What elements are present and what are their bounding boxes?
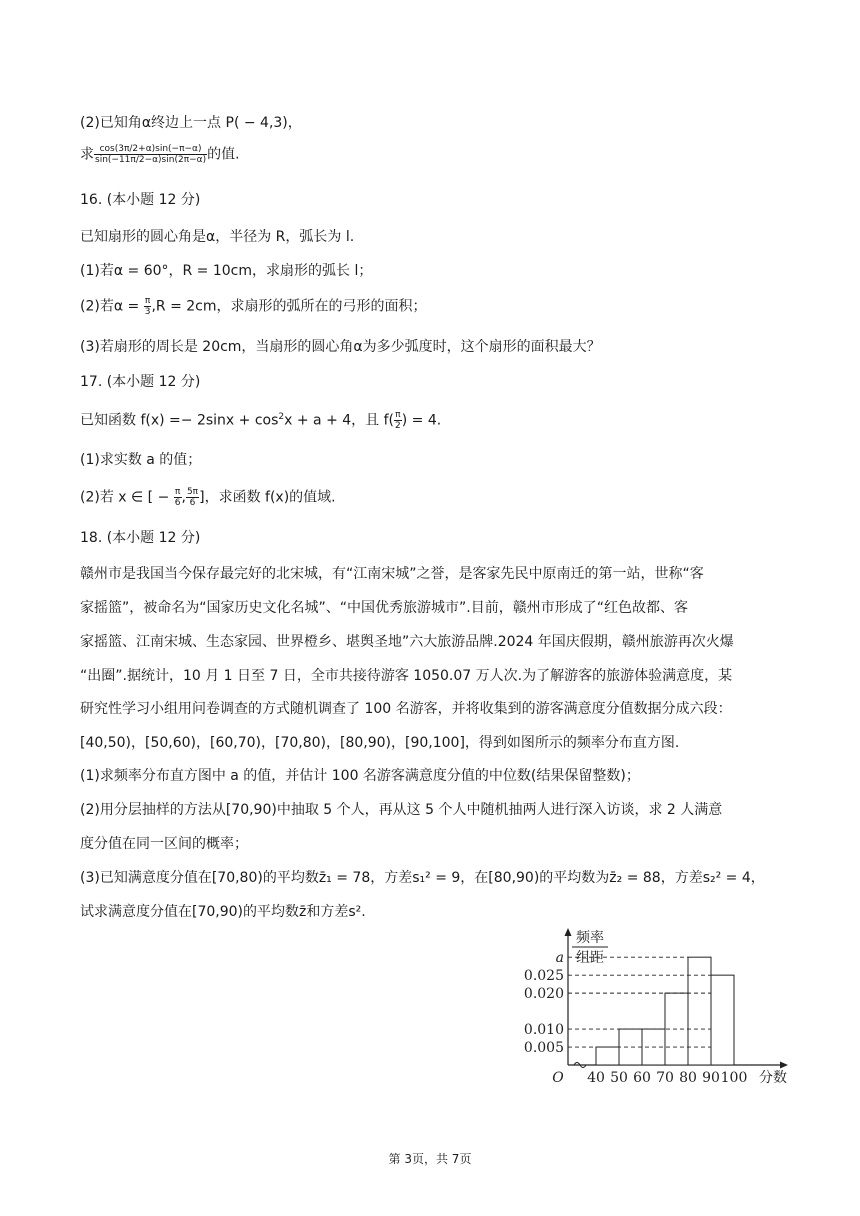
p17-q2-f1-den: 6 (174, 498, 181, 508)
y-tick-label: 0.020 (523, 986, 564, 1003)
p18-q2-line2: 度分值在同一区间的概率； (80, 836, 248, 852)
p17-intro (80, 407, 441, 431)
p18-line-4: “出圈”.据统计，10 月 1 日至 7 日，全市共接待游客 1050.07 万人次.为了解游客的旅游体验满意度，某 (80, 668, 733, 684)
page-footer: 第 3页，共 7页 (388, 1152, 472, 1166)
p17-q2-f1-num: π (174, 487, 181, 497)
p17-header: 17. (本小题 12 分) (80, 374, 201, 390)
p18-line-2: 家摇篮”，被命名为“国家历史文化名城”、“中国优秀旅游城市”.目前，赣州市形成了“红色故都、客 (80, 600, 688, 616)
x-axis-arrow (780, 1062, 788, 1069)
y-tick-label: 0.010 (523, 1022, 564, 1039)
p17-intro-fraction (394, 410, 402, 431)
p17-q1: (1)求实数 a 的值； (80, 452, 202, 468)
p17-q2-f2-den: 6 (189, 498, 196, 508)
y-tick-label: 0.005 (523, 1040, 564, 1057)
p17-q2-f2-num: 5π (186, 487, 199, 497)
p17-frac-den: 2 (395, 421, 401, 432)
p16-header: 16. (本小题 12 分) (80, 192, 201, 208)
x-tick-label: 60 (633, 1070, 651, 1086)
p17-q2-fraction-2 (186, 487, 199, 508)
y-label-top: 频率 (576, 930, 604, 946)
p18-line-5: 研究性学习小组用问卷调查的方式随机调查了 100 名游客，并将收集到的游客满意度分值数据分成六段： (80, 701, 732, 717)
origin-label: O (552, 1070, 564, 1086)
p17-q2-a: (2)若 x ∈ [ − (80, 489, 170, 506)
p17-q2-mid: , (181, 489, 186, 506)
p17-q2 (80, 487, 336, 508)
x-tick-label: 50 (610, 1070, 628, 1086)
p18-line-6: [40,50)，[50,60)，[60,70)，[70,80)，[80,90)，[90,100]，得到如图所示的频率分布直方图. (80, 735, 680, 751)
frequency-histogram (510, 920, 800, 1100)
histogram-bar (596, 1047, 619, 1065)
p17-intro-sup: 2 (278, 412, 285, 422)
p15-lead: 求 (80, 146, 94, 163)
p16-q3: (3)若扇形的周长是 20cm，当扇形的圆心角α为多少弧度时，这个扇形的面积最大？ (80, 339, 601, 355)
p18-line-1: 赣州市是我国当今保存最完好的北宋城，有“江南宋城”之誉，是客家先民中原南迁的第一站，世称“客 (80, 566, 704, 582)
p15-frac-den: sin(−11π/2−α)sin(2π−α) (95, 155, 207, 165)
p17-frac-num: π (395, 410, 401, 421)
p16-q2-frac-den: 3 (144, 307, 151, 317)
p15-part2-expression (80, 144, 240, 165)
p16-q1: (1)若α = 60°，R = 10cm，求扇形的弧长 l； (80, 263, 373, 279)
x-tick-label: 100 (720, 1070, 748, 1086)
p18-q3-line1: (3)已知满意度分值在[70,80)的平均数z̄₁ = 78，方差s₁² = 9，在[80,90)的平均数为z̄₂ = 88，方差s₂² = 4， (80, 870, 765, 886)
p17-q2-b: ]，求函数 f(x)的值域. (199, 489, 336, 506)
y-tick-label: a (555, 950, 564, 967)
histogram-bar (688, 957, 711, 1065)
p17-intro-c: ) = 4. (401, 412, 442, 429)
p16-q2 (80, 296, 427, 317)
x-axis-label: 分数 (759, 1070, 787, 1086)
p15-frac-num: cos(3π/2+α)sin(−π−α) (94, 144, 207, 155)
p15-fraction (94, 144, 207, 165)
p18-q1: (1)求频率分布直方图中 a 的值，并估计 100 名游客满意度分值的中位数(结果保留整数)； (80, 768, 640, 784)
p16-intro: 已知扇形的圆心角是α，半径为 R，弧长为 l. (80, 229, 355, 245)
p16-q2-b: ,R = 2cm，求扇形的弧所在的弓形的面积； (151, 298, 427, 315)
y-tick-label: 0.025 (523, 968, 564, 985)
p16-q2-a: (2)若α = (80, 298, 140, 315)
p17-intro-a: 已知函数 f(x) =− 2sinx + cos (80, 412, 279, 429)
x-tick-label: 40 (587, 1070, 605, 1086)
histogram-bar (711, 975, 734, 1065)
p18-q3-line2: 试求满意度分值在[70,90)的平均数z̄和方差s². (80, 904, 366, 920)
p18-header: 18. (本小题 12 分) (80, 530, 201, 546)
x-tick-label: 70 (656, 1070, 674, 1086)
p17-intro-b: x + a + 4，且 f( (284, 412, 394, 429)
x-tick-label: 80 (679, 1070, 697, 1086)
p15-tail: 的值. (207, 146, 240, 163)
p17-q2-fraction-1 (174, 487, 182, 508)
x-tick-label: 90 (702, 1070, 720, 1086)
y-axis-arrow (565, 928, 572, 936)
p18-line-3: 家摇篮、江南宋城、生态家园、世界橙乡、堪舆圣地”六大旅游品牌.2024 年国庆假期，赣州旅游再次火爆 (80, 634, 734, 650)
y-label-bottom: 组距 (576, 950, 604, 966)
p15-part2-line1: (2)已知角α终边上一点 P( − 4,3)， (80, 115, 302, 131)
p16-q2-frac-num: π (144, 296, 151, 306)
p18-q2-line1: (2)用分层抽样的方法从[70,90)中抽取 5 个人，再从这 5 个人中随机抽两人进行深入访谈，求 2 人满意 (80, 802, 723, 818)
